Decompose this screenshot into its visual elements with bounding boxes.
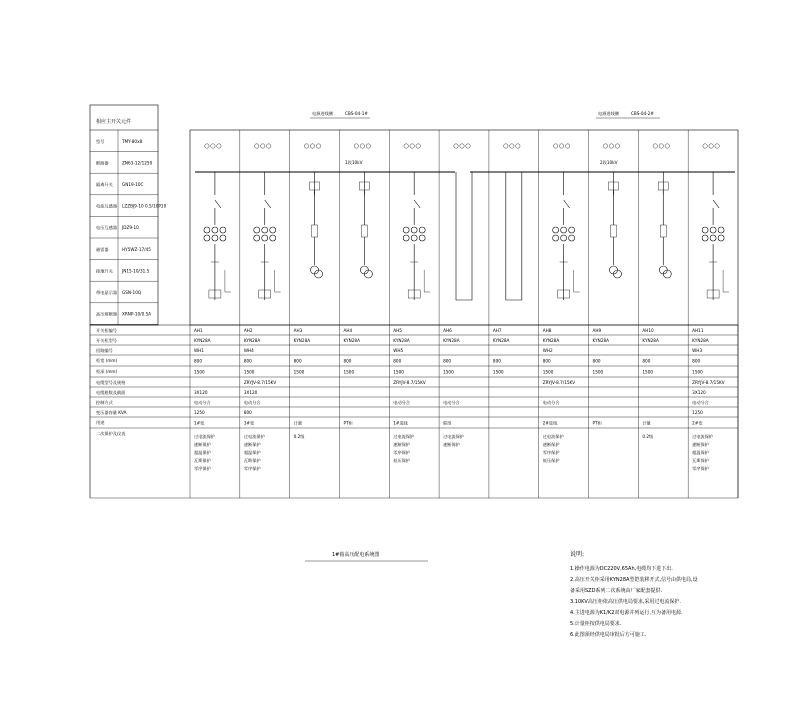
ct-symbol — [220, 227, 226, 233]
spec-value: HY5WZ-17/45 — [122, 246, 151, 252]
table-cell: 计量 — [642, 420, 651, 426]
indicator-lamp — [665, 144, 669, 148]
breaker-symbol — [713, 200, 719, 208]
table-row-label: 开关柜型号 — [96, 338, 117, 343]
circuit-ah11 — [702, 144, 729, 300]
ct-symbol — [702, 227, 708, 233]
table-cell: ZRYJV-8.7/15KV — [542, 380, 576, 385]
table-cell: 3X120 — [243, 390, 258, 395]
table-cell: PT柜 — [592, 420, 602, 426]
breaker-symbol — [265, 200, 271, 208]
table-cell: 电动分合 — [243, 400, 261, 405]
table-cell: KYN28A — [492, 338, 510, 343]
table-protection-item: 速断保护 — [443, 442, 460, 447]
table-cell: 1500 — [592, 369, 604, 375]
table-protection-item: 速断保护 — [692, 442, 709, 447]
table-cell: 电动分合 — [194, 400, 211, 405]
table-row-label: 柜深 (mm) — [96, 369, 118, 374]
table-cell: AH10 — [642, 328, 654, 333]
table-cell: 1250 — [194, 410, 205, 415]
table-cell: 1500 — [542, 369, 554, 375]
spec-value: JN15-10/31.5 — [122, 268, 150, 274]
table-cell: 1500 — [243, 369, 255, 375]
table-cell: 1500 — [343, 369, 355, 375]
table-cell: 1500 — [293, 369, 305, 375]
spec-value: JDZ9-10 — [122, 225, 139, 231]
table-protection-item: 0.2级 — [293, 434, 305, 439]
table-protection-item: 过电流保护 — [243, 434, 265, 439]
indicator-lamp — [516, 144, 520, 148]
table-cell: 1500 — [492, 369, 504, 375]
fuse-symbol — [660, 225, 666, 237]
indicator-lamp — [416, 144, 420, 148]
ct-symbol — [561, 227, 567, 233]
indicator-lamp — [454, 144, 458, 148]
ct-symbol — [403, 235, 409, 241]
table-cell: KYN28A — [542, 338, 560, 343]
ct-symbol — [403, 227, 409, 233]
table-cell: ZRYJV-8.7/15KV — [243, 380, 277, 385]
table-cell: 800 — [343, 358, 352, 364]
table-cell: 800 — [542, 358, 551, 364]
table-cell: PT柜 — [343, 420, 353, 426]
table-protection-item: 速断保护 — [243, 442, 261, 447]
table-cell: 1#进线 — [393, 420, 408, 426]
table-cell: AH11 — [692, 328, 704, 333]
note-line: 5.计量柜按供电局要求. — [570, 621, 622, 627]
indicator-lamp — [565, 144, 569, 148]
table-protection-item: 零序保护 — [393, 450, 411, 455]
ct-symbol — [270, 235, 276, 241]
notes — [570, 565, 698, 638]
table-cell: 800 — [393, 358, 402, 364]
bus-left-label: 电源进线侧 — [312, 111, 333, 116]
spec-value: GN19-10C — [122, 182, 144, 187]
ct-symbol — [262, 235, 268, 241]
breaker-symbol — [564, 200, 570, 208]
spec-label: 高压熔断器 — [96, 311, 117, 317]
table-cell: 电动分合 — [692, 400, 709, 405]
table-row-label: 电缆根数及截面 — [96, 390, 126, 395]
arrester-lead — [723, 270, 729, 292]
table-cell: KYN28A — [692, 338, 709, 343]
circuit-ah10 — [653, 144, 671, 278]
table-cell: KYN28A — [343, 338, 360, 343]
circuit-ah1 — [204, 144, 231, 300]
indicator-lamp — [304, 144, 308, 148]
table-cell: AH2 — [243, 328, 253, 333]
ct-symbol — [212, 227, 218, 233]
ct-symbol — [204, 235, 210, 241]
table-cell: 3X120 — [194, 390, 208, 395]
table-protection-item: 瓦斯保护 — [194, 458, 211, 463]
table-cell: 1500 — [443, 369, 454, 375]
spec-rows — [90, 130, 167, 325]
table-cell: 800 — [592, 358, 601, 364]
arrester-lead — [275, 270, 281, 292]
fuse-symbol — [361, 225, 367, 237]
spec-value: GSN-10Q — [122, 290, 142, 295]
table-cell: 1500 — [642, 369, 654, 375]
ct-symbol — [212, 235, 218, 241]
spec-label: 避雷器 — [96, 246, 109, 252]
table-cell: 800 — [194, 358, 202, 364]
table-protection-item: 超温保护 — [243, 450, 261, 455]
table-cell: AH1 — [194, 328, 203, 333]
table-cell: KYN28A — [592, 338, 610, 343]
spec-value: ZN63-12/1250 — [122, 160, 153, 166]
indicator-lamp — [404, 144, 408, 148]
table-protection-item: 过电流保护 — [443, 434, 465, 439]
header-left-title: 相应主开关元件 — [96, 119, 132, 125]
table-protection-item: 低压保护 — [393, 458, 411, 463]
circuit-ah5 — [403, 144, 430, 300]
indicator-lamp — [205, 144, 209, 148]
ct-symbol — [254, 235, 260, 241]
table-cell: 3#变 — [243, 420, 255, 426]
table-cell: AH3 — [293, 328, 303, 333]
indicator-lamp — [615, 144, 619, 148]
indicator-lamp — [267, 144, 271, 148]
table-row-label: 变压器容量 KVA — [96, 410, 127, 415]
arrester-lead — [225, 270, 231, 292]
indicator-lamp — [460, 144, 464, 148]
note-line: 6.此图须经供电局审批后方可施工. — [570, 632, 647, 638]
arrester-lead — [424, 270, 430, 292]
spec-label: 隔离开关 — [96, 182, 113, 187]
table-cell: AH9 — [592, 328, 602, 333]
table-cell: WH4 — [243, 348, 254, 353]
table-row-label: 二次保护及仪表 — [96, 431, 126, 436]
table-cell: KYN28A — [443, 338, 460, 343]
diagram-caption: 1#箱高压配电系统图 — [332, 552, 380, 558]
ct-symbol — [254, 227, 260, 233]
indicator-lamp — [211, 144, 215, 148]
ct-symbol — [561, 235, 567, 241]
indicator-lamp — [510, 144, 514, 148]
table-cell: KYN28A — [293, 338, 311, 343]
ct-symbol — [419, 235, 425, 241]
table-cell: 800 — [692, 358, 701, 364]
bus-right-code: CBS-04-2# — [631, 111, 654, 116]
note-line: 3.10KV高压柜依高压供电局要求,采用过电流保护. — [570, 599, 682, 605]
column-dividers — [240, 130, 688, 325]
table-cell: 2#变 — [692, 420, 703, 426]
fuse-symbol — [312, 225, 318, 237]
circuit-ah3 — [304, 144, 322, 278]
indicator-lamp — [354, 144, 358, 148]
table-cell: 1500 — [194, 369, 205, 375]
indicator-lamp — [366, 144, 370, 148]
ct-symbol — [569, 235, 575, 241]
table-cell: 800 — [293, 358, 302, 364]
ct-symbol — [270, 227, 276, 233]
table-cell: AH7 — [492, 328, 502, 333]
tie-line — [506, 172, 522, 300]
note-line: 备采用SZD系列二次系统由厂家配套提供. — [570, 588, 663, 594]
table-protection-item: 过电流保护 — [542, 434, 564, 439]
bus-right-label: 电源进线侧 — [598, 111, 619, 116]
table-cell: 800 — [492, 358, 501, 364]
spec-label: 电压互感器 — [96, 225, 117, 231]
table-protection-item: 速断保护 — [393, 442, 411, 447]
table-cell: 800 — [642, 358, 651, 364]
table-row-label: 开关柜编号 — [96, 328, 117, 333]
breaker-symbol — [414, 200, 420, 208]
table-cell: ZRYJV-8.7/15KV — [692, 380, 725, 385]
table-cell: 联络 — [443, 420, 452, 426]
ct-symbol — [553, 235, 559, 241]
indicator-lamp — [709, 144, 713, 148]
table-cell: 计量 — [293, 420, 303, 426]
table-cell: WH3 — [692, 348, 703, 353]
table-cell: 800 — [243, 410, 252, 415]
ct-symbol — [262, 227, 268, 233]
table-row-label: 回路编号 — [96, 348, 113, 353]
indicator-lamp — [559, 144, 563, 148]
busbar-label-left: 1段10kV — [345, 160, 363, 165]
spec-value: XRNP-10/0.5A — [122, 311, 152, 317]
table-protection-item: 超温保护 — [194, 450, 211, 455]
table-protection-item: 0.2级 — [642, 434, 654, 439]
indicator-lamp — [410, 144, 414, 148]
indicator-lamp — [217, 144, 221, 148]
ct-symbol — [710, 235, 716, 241]
ct-symbol — [220, 235, 226, 241]
indicator-lamp — [310, 144, 314, 148]
table-cell: KYN28A — [642, 338, 659, 343]
ct-symbol — [411, 227, 417, 233]
table-cell: 2#进线 — [542, 420, 558, 426]
fuse-symbol — [610, 225, 616, 237]
circuit-ah2 — [254, 144, 281, 300]
indicator-lamp — [609, 144, 613, 148]
table-cell: 1250 — [692, 410, 703, 415]
table-protection-item: 瓦斯保护 — [243, 458, 261, 463]
circuit-ah8 — [553, 144, 580, 300]
table-cell: WH1 — [194, 348, 204, 353]
spec-label: 断路器 — [96, 160, 109, 166]
table-cell: 电动分合 — [443, 400, 460, 405]
ct-symbol — [419, 227, 425, 233]
ct-symbol — [553, 227, 559, 233]
spec-value: LZZBJ9-10 0.5/10P10 — [122, 203, 167, 209]
table-protection-item: 过电流保护 — [393, 434, 415, 439]
ct-symbol — [718, 227, 724, 233]
table-cell: ZRYJV-8.7/15KV — [393, 380, 426, 385]
ct-symbol — [718, 235, 724, 241]
indicator-lamp — [603, 144, 607, 148]
spec-label: 接地开关 — [96, 268, 113, 274]
table-cell: 电动分合 — [393, 400, 411, 405]
table-protection-item: 超温保护 — [692, 450, 709, 455]
table-protection-item: 过电流保护 — [692, 434, 714, 439]
table-protection-item: 低压保护 — [542, 458, 560, 463]
spec-value: TMY-80x8 — [122, 138, 143, 144]
diagram-frame — [190, 130, 738, 325]
indicator-lamp — [653, 144, 657, 148]
table-cell: KYN28A — [194, 338, 211, 343]
table-cell: 800 — [243, 358, 252, 364]
bus-left-code: CBS-04-1# — [345, 111, 368, 116]
table-protection-item: 零序保护 — [243, 466, 261, 471]
table-cell: AH6 — [443, 328, 452, 333]
indicator-lamp — [553, 144, 557, 148]
ct-symbol — [411, 235, 417, 241]
switchgear-table — [90, 325, 738, 498]
indicator-lamp — [360, 144, 364, 148]
indicator-lamp — [504, 144, 508, 148]
table-protection-item: 瓦斯保护 — [692, 458, 709, 463]
table-cell: 1500 — [393, 369, 404, 375]
table-cell: 1#变 — [194, 420, 205, 426]
indicator-lamp — [659, 144, 663, 148]
tie-line — [456, 172, 472, 300]
table-row-label: 用途 — [96, 420, 105, 425]
indicator-lamp — [261, 144, 265, 148]
table-cell: AH8 — [542, 328, 552, 333]
table-protection-item: 零序保护 — [194, 466, 211, 471]
table-cell: AH4 — [343, 328, 353, 333]
ct-symbol — [710, 227, 716, 233]
circuit-ah7 — [504, 144, 522, 300]
table-cell: 3X120 — [692, 390, 706, 395]
table-protection-item: 过电流保护 — [194, 434, 215, 439]
notes-title: 说明: — [570, 551, 585, 558]
indicator-lamp — [466, 144, 470, 148]
breaker-symbol — [215, 200, 221, 208]
table-cell: KYN28A — [243, 338, 261, 343]
arrester-lead — [574, 270, 580, 292]
note-line: 4.主进电源为K1/K2双电源并列运行,互为备用电源. — [570, 610, 683, 616]
indicator-lamp — [703, 144, 707, 148]
table-cell: 1500 — [692, 369, 703, 375]
ct-symbol — [702, 235, 708, 241]
table-cell: KYN28A — [393, 338, 410, 343]
indicator-lamp — [255, 144, 259, 148]
table-row-label: 柜宽 (mm) — [96, 358, 118, 363]
spec-label: 型号 — [96, 138, 105, 144]
table-cell: AH5 — [393, 328, 402, 333]
circuit-ah6 — [454, 144, 472, 300]
spec-label: 带电显示器 — [96, 290, 117, 295]
table-row-label: 控制方式 — [96, 400, 113, 405]
table-protection-item: 速断保护 — [194, 442, 211, 447]
circuits — [195, 144, 735, 300]
busbar-label-right: 2段10kV — [600, 160, 618, 165]
table-row-label: 电缆型号及规格 — [96, 380, 126, 385]
table-cell: 电动分合 — [542, 400, 560, 405]
table-protection-item: 速断保护 — [542, 442, 560, 447]
table-cell: WH2 — [542, 348, 553, 353]
indicator-lamp — [715, 144, 719, 148]
spec-label: 电流互感器 — [96, 203, 117, 209]
ct-symbol — [569, 227, 575, 233]
table-cell: 800 — [443, 358, 452, 364]
indicator-lamp — [316, 144, 320, 148]
note-line: 1.操作电源为DC220V,65Ah,电缆均下进下出. — [570, 566, 673, 572]
table-protection-item: 零序保护 — [542, 450, 560, 455]
ct-symbol — [204, 227, 210, 233]
table-cell: WH5 — [393, 348, 404, 353]
table-protection-item: 零序保护 — [692, 466, 709, 471]
note-line: 2.高压开关柜采用KYN28A型铠装移开式,信号由供电局,设 — [570, 577, 698, 583]
